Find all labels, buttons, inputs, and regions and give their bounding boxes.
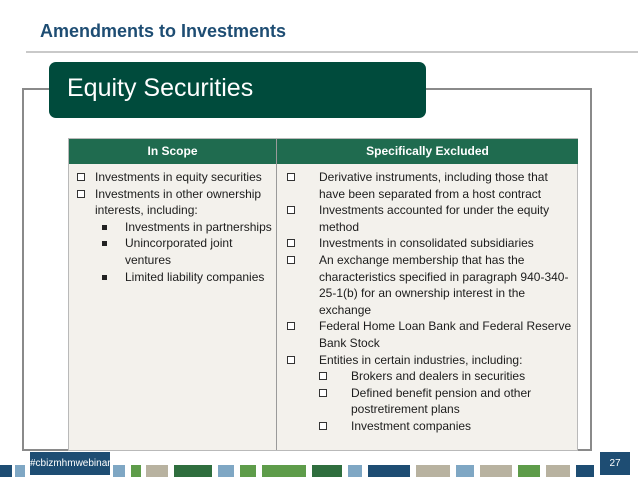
checkbox-bullet-icon <box>319 422 327 430</box>
checkbox-bullet-icon <box>287 239 295 247</box>
footer-segment <box>546 465 570 477</box>
header-divider <box>26 51 638 53</box>
section-banner <box>49 62 426 118</box>
footer-segment <box>576 465 594 477</box>
sub-list-item: Limited liability companies <box>77 269 272 286</box>
footer-segment <box>368 465 410 477</box>
frame-top-right-edge <box>425 88 590 90</box>
list-item: Federal Home Loan Bank and Federal Reserve Bank Stock <box>287 318 573 351</box>
list-item: An exchange membership that has the characteristics specified in paragraph 940-340-25-1(b) for an ownership interest in the exchange <box>287 252 573 318</box>
checkbox-bullet-icon <box>77 190 85 198</box>
sub-list-item: Unincorporated joint ventures <box>77 235 272 268</box>
footer-segment <box>480 465 512 477</box>
frame-top-left-edge <box>22 88 50 90</box>
list-item: Investments in consolidated subsidiaries <box>287 235 573 252</box>
list-item: Investments accounted for under the equity method <box>287 202 573 235</box>
sub-list-item: Investment companies <box>287 418 573 435</box>
checkbox-bullet-icon <box>287 322 295 330</box>
square-bullet-icon <box>102 225 107 230</box>
footer-segment <box>240 465 256 477</box>
checkbox-bullet-icon <box>287 173 295 181</box>
sub-list-item: Brokers and dealers in securities <box>287 368 573 385</box>
page-number: 27 <box>600 452 630 475</box>
footer-segment <box>15 465 25 477</box>
page-title: Amendments to Investments <box>40 21 287 41</box>
footer-segment <box>146 465 168 477</box>
list-item: Derivative instruments, including those that have been separated from a host contract <box>287 169 573 202</box>
column-divider <box>276 139 277 450</box>
checkbox-bullet-icon <box>319 389 327 397</box>
scope-table <box>68 138 578 451</box>
footer-segment <box>174 465 212 477</box>
list-item: Investments in equity securities <box>77 169 272 186</box>
checkbox-bullet-icon <box>287 356 295 364</box>
checkbox-bullet-icon <box>77 173 85 181</box>
square-bullet-icon <box>102 275 107 280</box>
list-item: Entities in certain industries, including: <box>287 352 573 369</box>
footer-segment <box>0 465 12 477</box>
footer-segment <box>218 465 234 477</box>
footer-segment <box>518 465 540 477</box>
footer-segment <box>131 465 141 477</box>
excluded-header: Specifically Excluded <box>277 139 578 164</box>
excluded-cell <box>287 169 573 435</box>
list-item: Investments in other ownership interests, including: <box>77 186 272 219</box>
in-scope-cell <box>77 169 272 285</box>
checkbox-bullet-icon <box>319 372 327 380</box>
square-bullet-icon <box>102 241 107 246</box>
footer-segment <box>348 465 362 477</box>
checkbox-bullet-icon <box>287 256 295 264</box>
footer-segment <box>312 465 342 477</box>
sub-list-item: Defined benefit pension and other postretirement plans <box>287 385 573 418</box>
hashtag-label: #cbizmhmwebinar <box>30 452 110 475</box>
footer-segment <box>262 465 306 477</box>
in-scope-header: In Scope <box>69 139 276 164</box>
section-title: Equity Securities <box>67 74 254 102</box>
footer-segment <box>456 465 474 477</box>
checkbox-bullet-icon <box>287 206 295 214</box>
footer-segment <box>416 465 450 477</box>
sub-list-item: Investments in partnerships <box>77 219 272 236</box>
footer-segment <box>113 465 125 477</box>
